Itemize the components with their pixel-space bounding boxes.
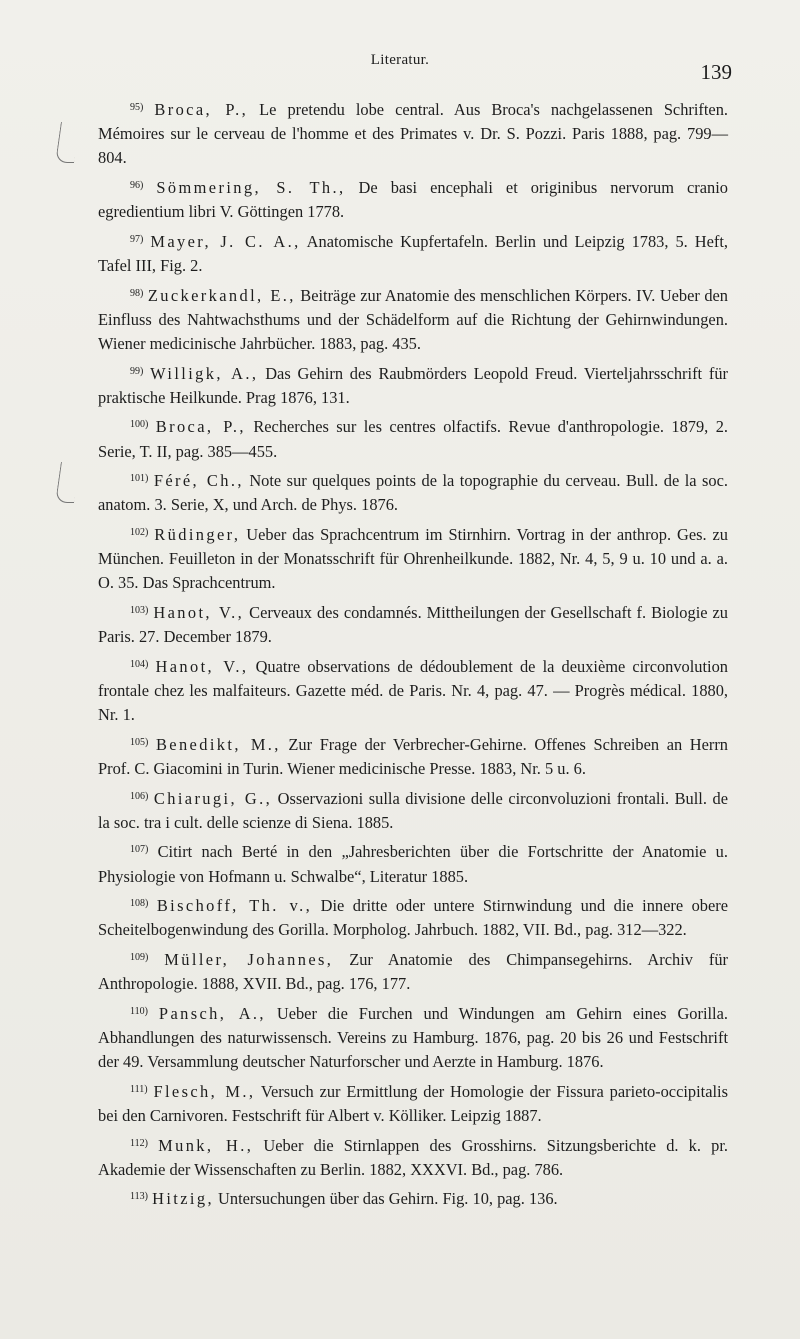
reference-entry (98, 1132, 728, 1182)
footnote-number: 106) (130, 790, 149, 802)
reference-entry (98, 174, 728, 224)
author-name: Müller, Johannes, (164, 949, 334, 969)
footnote-number: 99) (130, 365, 144, 377)
author-name: Bischoff, Th. v., (156, 896, 313, 916)
footnote-number: 105) (130, 736, 149, 748)
footnote-number: 95) (130, 102, 144, 113)
reference-list (98, 96, 728, 1215)
author-name: Pansch, A., (158, 1003, 266, 1023)
reference-entry (98, 413, 728, 463)
running-head: Literatur. (370, 52, 430, 68)
citation-text: Le pretendu lobe central. Aus Broca's nachgelassenen Schriften. Mémoires sur le cerveau de l'homme et des Primates v. Dr. S. Pozzi. Paris 1888, pag. 799—804. (98, 100, 728, 168)
citation-text: Note sur quelques points de la topographie du cerveau. Bull. de la soc. anatom. 3. Serie, X, und Arch. de Phys. 1876. (98, 471, 728, 515)
reference-entry (98, 892, 728, 942)
footnote-number: 98) (130, 287, 144, 299)
citation-text: Ueber die Stirnlappen des Grosshirns. Sitzungsberichte d. k. pr. Akademie der Wissenschaften zu Berlin. 1882, XXXVI. Bd., pag. 786. (98, 1135, 728, 1179)
citation-text: Untersuchungen über das Gehirn. Fig. 10, pag. 136. (213, 1189, 558, 1209)
reference-entry (98, 653, 728, 728)
reference-entry (98, 1000, 728, 1075)
citation-text: Zur Anatomie des Chimpansegehirns. Archiv für Anthropologie. 1888, XVII. Bd., pag. 176, 177. (98, 949, 728, 994)
footnote-number: 101) (130, 473, 149, 485)
author-name: Mayer, J. C. A., (150, 231, 301, 251)
reference-entry (98, 946, 728, 996)
author-name: Sömmering, S. Th., (156, 178, 346, 197)
footnote-number: 104) (130, 658, 149, 670)
margin-pencil-mark (55, 462, 80, 503)
author-name: Munk, H., (158, 1135, 254, 1155)
author-name: Flesch, M., (153, 1081, 256, 1101)
footnote-number: 102) (130, 526, 149, 538)
author-name: Hanot, V., (153, 602, 245, 622)
reference-entry (98, 731, 728, 781)
reference-entry (98, 1185, 728, 1211)
author-name: Broca, P., (155, 417, 246, 437)
citation-text: Beiträge zur Anatomie des menschlichen Körpers. IV. Ueber den Einfluss des Nahtwachsthums und der Schädelform auf die Richtung der Gehirnwindungen. Wiener medicinische Jahrbücher. 1883, pag. 435. (98, 285, 728, 353)
footnote-number: 103) (130, 604, 149, 616)
citation-text: Recherches sur les centres olfactifs. Revue d'anthropologie. 1879, 2. Serie, T. II, pag. 385—455. (98, 417, 728, 461)
reference-entry (98, 599, 728, 649)
author-name: Broca, P., (154, 100, 249, 119)
citation-text: De basi encephali et originibus nervorum cranio egredientium libri V. Göttingen 1778. (98, 178, 728, 222)
reference-entry (98, 96, 728, 171)
citation-text: Die dritte oder untere Stirnwindung und die innere obere Scheitelbogenwindung des Gorilla. Morpholog. Jahrbuch. 1882, VII. Bd., pag. 312—322. (98, 896, 728, 940)
author-name: Benedikt, M., (155, 734, 281, 754)
citation-text: Cerveaux des condamnés. Mittheilungen der Gesellschaft f. Biologie zu Paris. 27. December 1879. (98, 602, 728, 647)
author-name: Willigk, A., (150, 363, 259, 383)
reference-entry (98, 785, 728, 835)
footnote-number: 100) (130, 419, 149, 431)
footnote-number: 96) (130, 180, 144, 191)
citation-text: Quatre observations de dédoublement de la deuxième circonvolution frontale chez les malfaiteurs. Gazette méd. de Paris. Nr. 4, pag. 47. — Progrès médical. 1880, Nr. 1. (98, 656, 729, 725)
citation-text: Versuch zur Ermittlung der Homologie der Fissura parieto-occipitalis bei den Carnivoren. Festschrift für Albert v. Kölliker. Leipzig 1887. (98, 1081, 728, 1125)
citation-text: Ueber die Furchen und Windungen am Gehirn eines Gorilla. Abhandlungen des naturwissensch. Vereins zu Hamburg. 1876, pag. 20 bis 26 und Festschrift der 49. Versammlung deutscher Naturforscher und Aerzte in Hamburg. 1876. (98, 1003, 728, 1072)
citation-text: Anatomische Kupfertafeln. Berlin und Leipzig 1783, 5. Heft, Tafel III, Fig. 2. (98, 231, 728, 275)
footnote-number: 109) (130, 951, 149, 963)
footnote-number: 112) (130, 1137, 148, 1149)
author-name: Hanot, V., (155, 656, 249, 676)
footnote-number: 108) (130, 898, 149, 910)
page-number: 139 (700, 60, 732, 84)
reference-entry (98, 1078, 728, 1128)
footnote-number: 110) (130, 1005, 148, 1017)
reference-entry (98, 521, 728, 596)
reference-entry (98, 228, 728, 278)
footnote-number: 113) (130, 1191, 148, 1203)
author-name: Zuckerkandl, E., (147, 285, 296, 305)
author-name: Féré, Ch., (153, 471, 244, 491)
author-name: Rüdinger, (154, 524, 241, 544)
citation-text: Das Gehirn des Raubmörders Leopold Freud. Vierteljahrsschrift für praktische Heilkunde. Prag 1876, 131. (98, 363, 728, 407)
reference-entry (98, 467, 728, 517)
reference-entry (98, 360, 728, 410)
margin-pencil-mark (55, 122, 80, 163)
author-name: Chiarugi, G., (153, 788, 273, 808)
reference-entry (98, 282, 728, 357)
citation-text: Zur Frage der Verbrecher-Gehirne. Offenes Schreiben an Herrn Prof. C. Giacomini in Turin. Wiener medicinische Presse. 1883, Nr. 5 u. 6. (98, 734, 728, 778)
citation-text: Ueber das Sprachcentrum im Stirnhirn. Vortrag in der anthrop. Ges. zu München. Feuilleton in der Monatsschrift für Ohrenheilkunde. 1882, Nr. 4, 5, 9 u. 10 und a. a. O. 35. Das Sprachcentrum. (98, 524, 728, 593)
reference-entry (98, 838, 728, 888)
footnote-number: 107) (130, 844, 149, 856)
citation-text: Osservazioni sulla divisione delle circonvoluzioni frontali. Bull. de la soc. tra i cult. delle scienze di Siena. 1885. (98, 788, 728, 832)
author-name: Hitzig, (152, 1189, 214, 1209)
footnote-number: 97) (130, 233, 144, 245)
footnote-number: 111) (130, 1083, 148, 1095)
citation-text: Citirt nach Berté in den „Jahresberichten über die Fortschritte der Anatomie u. Physiologie von Hofmann u. Schwalbe“, Literatur 1885. (98, 842, 728, 886)
